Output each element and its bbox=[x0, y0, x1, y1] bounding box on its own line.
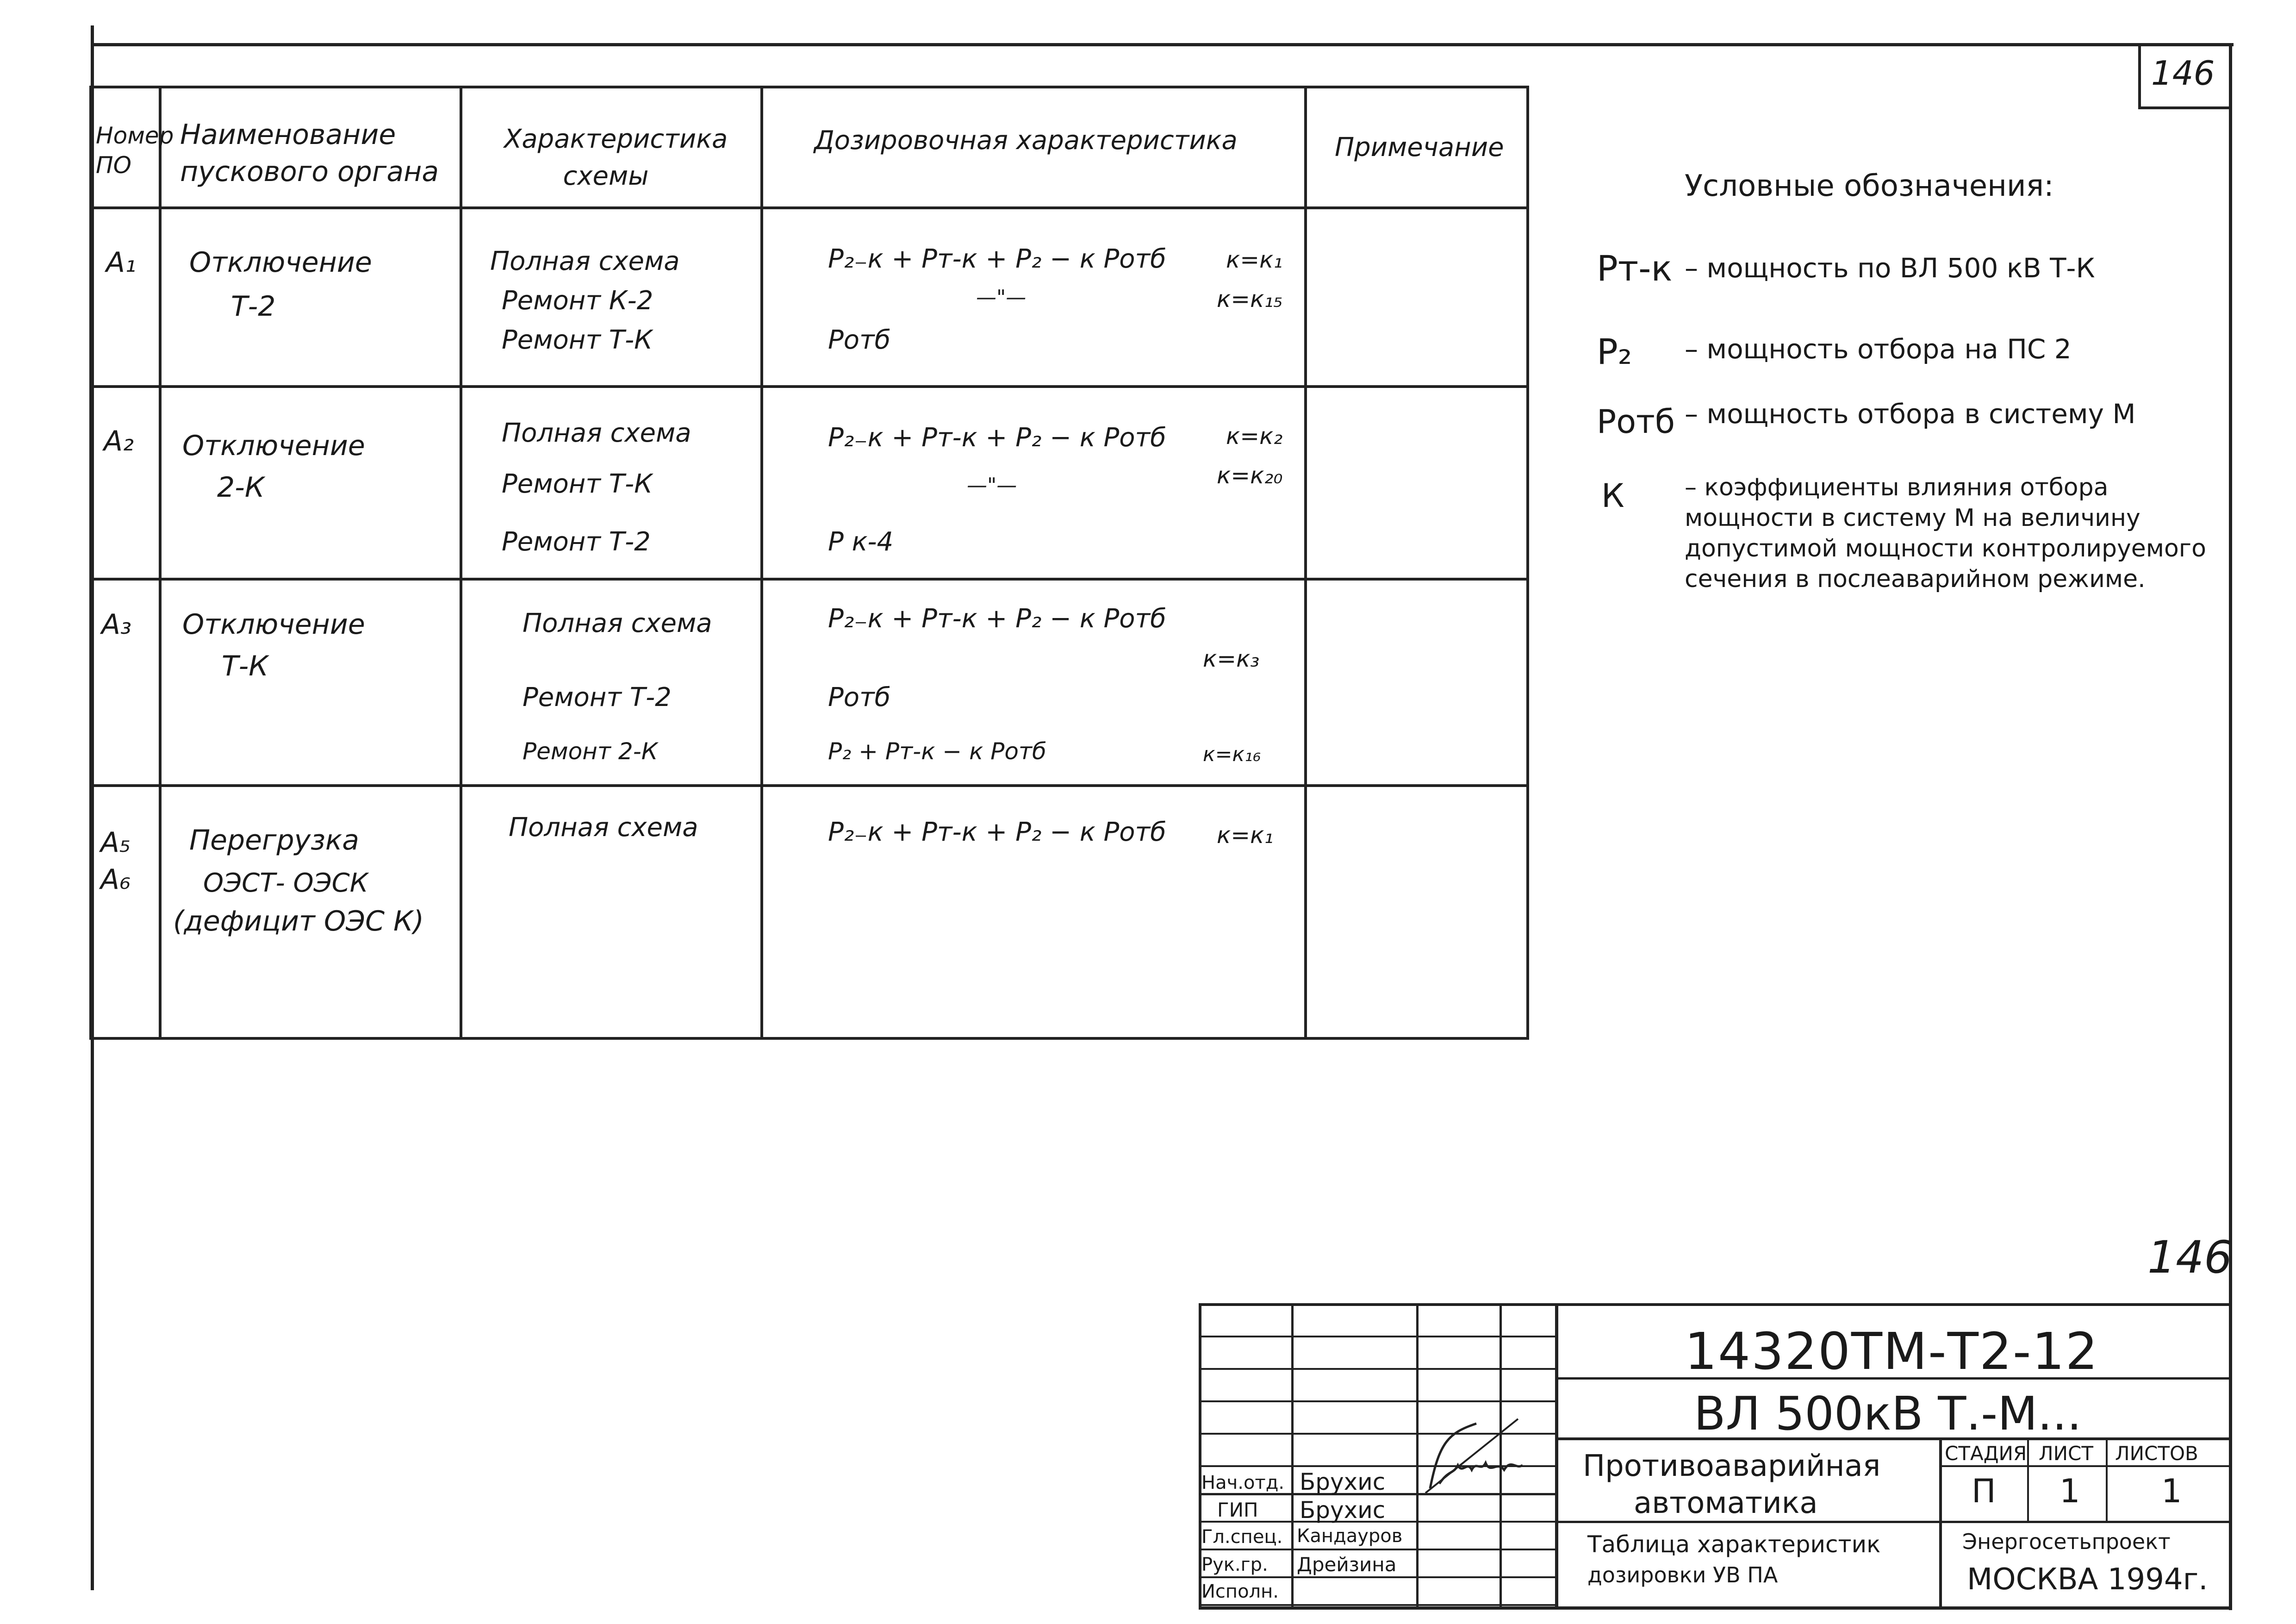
row-name-line: Отключение bbox=[182, 430, 365, 462]
legend-text: – мощность отбора в систему М bbox=[1685, 398, 2136, 430]
row-name-line: (дефицит ОЭС К) bbox=[173, 905, 424, 937]
row-name-line: Т-2 bbox=[231, 290, 276, 323]
header-note-text: Примечание bbox=[1335, 132, 1504, 162]
header-note bbox=[1306, 87, 1528, 208]
row-k-value: к=к₂₀ bbox=[1217, 462, 1283, 489]
row-number: A₁ bbox=[106, 246, 137, 279]
row-dosing-formula: Pотб bbox=[828, 682, 891, 712]
row-number: A₃ bbox=[101, 608, 132, 641]
table-row bbox=[91, 208, 1528, 387]
dosing-table bbox=[89, 86, 1529, 1040]
sheet-number-handwritten: 146 bbox=[2147, 1231, 2233, 1283]
legend-symbol: К bbox=[1601, 477, 1624, 515]
legend-symbol: P₂ bbox=[1597, 331, 1632, 372]
row-dosing-formula: P₂₋к + Pт-к + P₂ − к Pотб bbox=[828, 244, 1166, 274]
title-block bbox=[1199, 1303, 2232, 1609]
role-name: Дрейзина bbox=[1297, 1553, 1397, 1576]
legend-text: – мощность по ВЛ 500 кВ Т-К bbox=[1685, 252, 2095, 284]
row-scheme: Ремонт К-2 bbox=[502, 286, 653, 316]
stage-value: П bbox=[1972, 1472, 1996, 1510]
title-line-1: Противоаварийная bbox=[1583, 1449, 1881, 1483]
frame-top-border bbox=[91, 43, 2234, 46]
row-name-line: ОЭСТ- ОЭСК bbox=[203, 868, 368, 898]
header-scheme-text: Характеристика схемы bbox=[504, 124, 728, 191]
row-dosing-formula: P₂₋к + Pт-к + P₂ − к Pотб bbox=[828, 817, 1166, 847]
row-dosing-ditto: —"— bbox=[976, 286, 1027, 309]
row-dosing-formula: P к-4 bbox=[828, 527, 894, 557]
role-label: Исполн. bbox=[1201, 1581, 1279, 1602]
row-dosing-ditto: —"— bbox=[967, 474, 1017, 497]
sheet-number-box bbox=[2138, 46, 2232, 109]
row-dosing-formula: P₂ + Pт-к − к Pотб bbox=[828, 738, 1046, 765]
row-k-value: к=к₃ bbox=[1203, 645, 1260, 672]
sheets-value: 1 bbox=[2161, 1472, 2182, 1510]
sheet-label: ЛИСТ bbox=[2039, 1442, 2093, 1465]
row-number: A₅ A₆ bbox=[100, 826, 131, 896]
city-year: МОСКВА 1994г. bbox=[1967, 1562, 2208, 1597]
organization: Энергосетьпроект bbox=[1962, 1529, 2171, 1554]
row-dosing-formula: P₂₋к + Pт-к + P₂ − к Pотб bbox=[828, 423, 1166, 453]
row-scheme: Ремонт Т-К bbox=[502, 325, 653, 355]
role-name: Кандауров bbox=[1297, 1525, 1403, 1547]
role-name: Брухис bbox=[1300, 1468, 1386, 1495]
role-label: Рук.гр. bbox=[1201, 1554, 1268, 1575]
table-row bbox=[91, 786, 1528, 1038]
signature-mark bbox=[1421, 1414, 1560, 1498]
row-k-value: к=к₁₆ bbox=[1203, 743, 1261, 766]
role-label: Нач.отд. bbox=[1201, 1472, 1285, 1493]
row-name-line: Отключение bbox=[182, 608, 365, 641]
object-name: ВЛ 500кВ Т.-М... bbox=[1694, 1387, 2082, 1441]
header-number-text: Номер ПО bbox=[96, 122, 174, 179]
row-name-line: Отключение bbox=[189, 246, 372, 279]
sheet-number-top: 146 bbox=[2151, 54, 2215, 93]
subtitle-line-1: Таблица характеристик bbox=[1587, 1531, 1881, 1558]
header-dosing-text: Дозировочная характеристика bbox=[814, 125, 1238, 156]
doc-code: 14320ТМ-Т2-12 bbox=[1685, 1322, 2099, 1381]
role-label: ГИП bbox=[1217, 1499, 1258, 1521]
sheets-label: ЛИСТОВ bbox=[2115, 1442, 2198, 1465]
legend-symbol: Pотб bbox=[1597, 403, 1675, 441]
row-k-value: к=к₂ bbox=[1226, 423, 1283, 450]
row-scheme: Полная схема bbox=[490, 246, 680, 276]
legend-text: – мощность отбора на ПС 2 bbox=[1685, 333, 2072, 365]
row-scheme: Ремонт Т-К bbox=[502, 469, 653, 499]
legend-symbol: Pт-к bbox=[1597, 248, 1673, 289]
row-k-value: к=к₁₅ bbox=[1217, 286, 1283, 312]
sheet-value: 1 bbox=[2060, 1472, 2080, 1510]
header-scheme bbox=[461, 87, 762, 208]
row-k-value: к=к₁ bbox=[1226, 246, 1283, 273]
stage-label: СТАДИЯ bbox=[1945, 1442, 2027, 1465]
row-dosing-formula: Pотб bbox=[828, 325, 891, 355]
row-name-line: 2-К bbox=[217, 471, 265, 504]
row-scheme: Ремонт Т-2 bbox=[523, 682, 672, 712]
header-number bbox=[91, 87, 174, 208]
subtitle-line-2: дозировки УВ ПА bbox=[1587, 1562, 1778, 1587]
row-scheme: Полная схема bbox=[523, 608, 712, 638]
row-k-value: к=к₁ bbox=[1217, 822, 1274, 849]
table-header-row bbox=[91, 87, 1528, 208]
header-dosing bbox=[762, 87, 1306, 208]
legend-text: – коэффициенты влияния отбора мощности в систему М на величину допустимой мощности контролируемого сечения в послеаварийном режиме. bbox=[1685, 474, 2206, 593]
table-row bbox=[91, 387, 1528, 579]
row-name-line: Т-К bbox=[222, 650, 268, 682]
header-name bbox=[160, 87, 461, 208]
role-label: Гл.спец. bbox=[1201, 1526, 1283, 1548]
row-name-line: Перегрузка bbox=[189, 824, 360, 856]
row-scheme: Полная схема bbox=[509, 812, 698, 843]
table-row bbox=[91, 579, 1528, 786]
row-scheme: Ремонт 2-К bbox=[523, 738, 658, 765]
row-scheme: Полная схема bbox=[502, 418, 691, 448]
role-name: Брухис bbox=[1300, 1497, 1386, 1524]
row-dosing-formula: P₂₋к + Pт-к + P₂ − к Pотб bbox=[828, 604, 1166, 634]
row-scheme: Ремонт Т-2 bbox=[502, 527, 651, 557]
row-number: A₂ bbox=[104, 425, 134, 457]
header-name-text: Наименование пускового органа bbox=[180, 119, 439, 188]
legend-title: Условные обозначения: bbox=[1685, 169, 2054, 203]
title-line-2: автоматика bbox=[1634, 1486, 1818, 1520]
